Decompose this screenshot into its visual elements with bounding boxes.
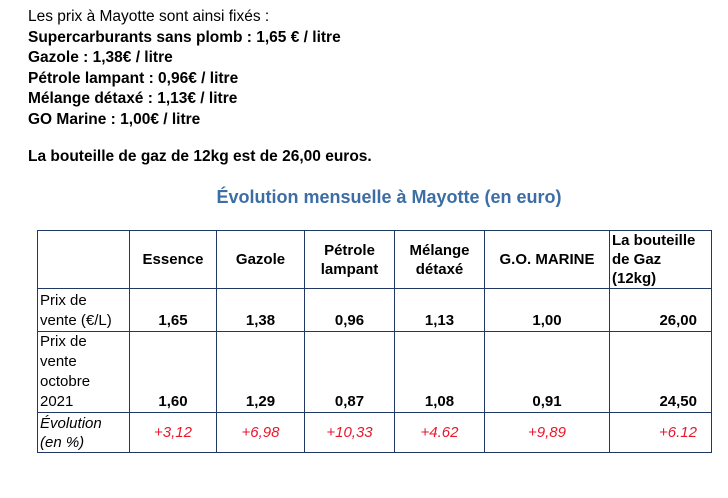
header-gaz-line2: de Gaz: [612, 251, 662, 268]
october-melange: 1,08: [395, 332, 485, 413]
header-row: [38, 231, 712, 289]
price-line-melange: Mélange détaxé : 1,13€ / litre: [28, 90, 238, 107]
current-go-marine: 1,00: [485, 289, 610, 332]
row-evolution-label: [38, 413, 130, 453]
current-essence: 1,65: [130, 289, 217, 332]
header-go-marine: G.O. MARINE: [485, 231, 610, 289]
header-melange: [395, 231, 485, 289]
header-petrole-line2: lampant: [320, 260, 379, 278]
row-evolution-label-line1: Évolution: [40, 414, 102, 432]
header-gaz: [610, 231, 712, 289]
table-row-october: [38, 332, 712, 413]
evolution-essence: +3,12: [130, 413, 217, 453]
current-gazole: 1,38: [217, 289, 305, 332]
table-row-current: [38, 289, 712, 332]
row-current-label: [38, 289, 130, 332]
row-october-label-line2: vente: [40, 353, 77, 370]
price-line-go-marine: GO Marine : 1,00€ / litre: [28, 110, 201, 128]
evolution-gazole: +6,98: [217, 413, 305, 453]
table-row-evolution: [38, 413, 712, 453]
row-current-label-line2: vente (€/L): [40, 312, 112, 329]
october-gaz: 24,50: [610, 332, 712, 413]
october-petrole: 0,87: [305, 332, 395, 413]
evolution-melange: +4.62: [395, 413, 485, 453]
price-line-sp: Supercarburants sans plomb : 1,65 € / litre: [28, 28, 341, 46]
header-gazole: Gazole: [217, 231, 305, 289]
row-october-label-line3: octobre: [40, 373, 91, 390]
header-essence: Essence: [130, 231, 217, 289]
header-melange-line1: Mélange: [409, 241, 470, 259]
row-current-label-line1: Prix de: [40, 292, 87, 309]
price-line-gazole: Gazole : 1,38€ / litre: [28, 49, 173, 66]
price-table: [37, 230, 712, 453]
header-gaz-line3: (12kg): [612, 270, 657, 287]
evolution-petrole: +10,33: [305, 413, 395, 453]
header-empty-cell: [38, 231, 130, 289]
header-petrole-line1: Pétrole: [324, 241, 375, 259]
current-gaz: 26,00: [610, 289, 712, 332]
october-gazole: 1,29: [217, 332, 305, 413]
current-melange: 1,13: [395, 289, 485, 332]
evolution-go-marine: +9,89: [485, 413, 610, 453]
gas-note: La bouteille de gaz de 12kg est de 26,00 euros.: [28, 148, 372, 165]
row-evolution-label-line2: (en %): [40, 433, 85, 451]
october-go-marine: 0,91: [485, 332, 610, 413]
intro-heading: Les prix à Mayotte sont ainsi fixés :: [28, 8, 270, 25]
row-october-label-line4: 2021: [40, 393, 74, 410]
row-october-label: [38, 332, 130, 413]
price-line-petrole: Pétrole lampant : 0,96€ / litre: [28, 69, 239, 87]
evolution-gaz: +6.12: [610, 413, 712, 453]
october-essence: 1,60: [130, 332, 217, 413]
table-title: Évolution mensuelle à Mayotte (en euro): [216, 187, 562, 207]
intro-block: [28, 7, 341, 130]
header-gaz-line1: La bouteille: [612, 232, 696, 249]
current-petrole: 0,96: [305, 289, 395, 332]
header-petrole: [305, 231, 395, 289]
header-melange-line2: détaxé: [415, 260, 464, 278]
row-october-label-line1: Prix de: [40, 333, 87, 350]
